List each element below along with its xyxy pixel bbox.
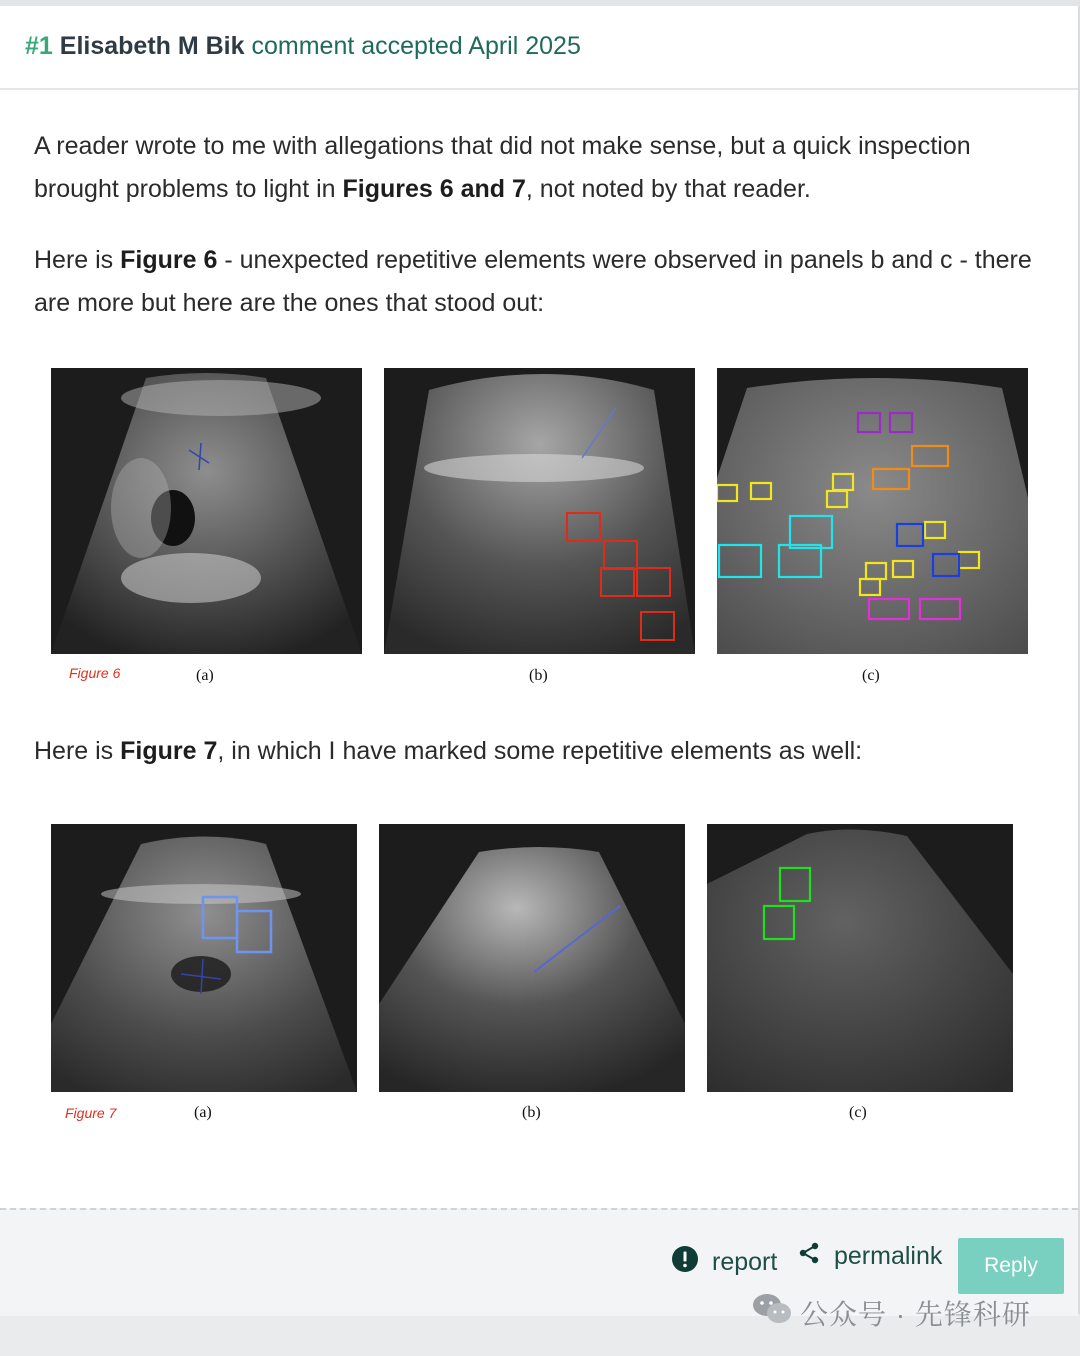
figure7-caption-b: (b) (522, 1104, 541, 1121)
ultrasound-image (717, 368, 1028, 654)
exclamation-circle-icon (672, 1246, 698, 1279)
report-link[interactable] (672, 1246, 777, 1279)
ultrasound-image (51, 824, 357, 1092)
paragraph-figure6: Here is Figure 6 - unexpected repetitive elements were observed in panels b and c - there are more but here are the ones that stood out: (34, 246, 1032, 317)
figure6-panel-c (717, 368, 1028, 654)
comment-header (0, 6, 1078, 90)
ultrasound-image (707, 824, 1013, 1092)
watermark (752, 1292, 1031, 1333)
figure6-label: Figure 6 (69, 665, 121, 681)
ultrasound-image (51, 368, 362, 654)
figure7-label: Figure 7 (65, 1105, 117, 1121)
figure6-caption-a: (a) (196, 667, 214, 684)
watermark-text: 公众号 · 先锋科研 (800, 1298, 1031, 1330)
figure6-caption-b: (b) (529, 667, 548, 684)
comment-number[interactable]: #1 (25, 32, 53, 60)
figure6-panel-b (384, 368, 695, 654)
comment-title (25, 32, 581, 61)
figure6-caption-c: (c) (862, 667, 880, 684)
figure7-panel-b (379, 824, 685, 1092)
reply-button[interactable]: Reply (958, 1238, 1064, 1294)
permalink-label: permalink (834, 1242, 943, 1270)
report-label: report (712, 1248, 778, 1276)
comment-author[interactable]: Elisabeth M Bik (59, 32, 245, 60)
paragraph-figure7: Here is Figure 7, in which I have marked some repetitive elements as well: (34, 737, 863, 765)
permalink-link[interactable] (798, 1242, 942, 1271)
figure7-caption-a: (a) (194, 1104, 212, 1121)
figure7-panel-a (51, 824, 357, 1092)
figure7-caption-c: (c) (849, 1104, 867, 1121)
wechat-icon (752, 1292, 792, 1333)
figure7-panel-c (707, 824, 1013, 1092)
comment-card (0, 6, 1080, 1314)
comment-status: comment accepted April 2025 (251, 32, 581, 60)
share-icon (798, 1242, 820, 1271)
ultrasound-image (379, 824, 685, 1092)
paragraph-intro: A reader wrote to me with allegations that did not make sense, but a quick inspection brought problems to light in Figures 6 and 7, not noted by that reader. (34, 132, 971, 203)
ultrasound-image (384, 368, 695, 654)
figure6-panel-a (51, 368, 362, 654)
